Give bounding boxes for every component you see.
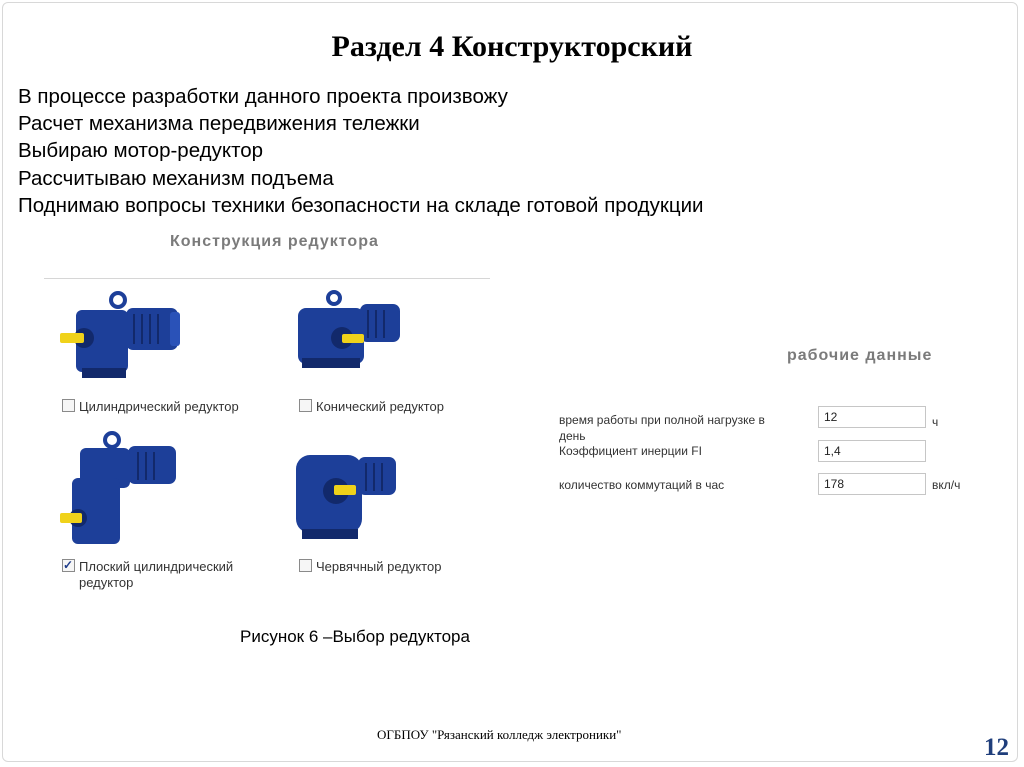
parallel-shaft-gearbox-icon	[58, 430, 183, 550]
unit-hours: ч	[932, 415, 939, 429]
field-label-switchings: количество коммутаций в час	[559, 478, 725, 492]
option-label-continued: редуктор	[79, 575, 134, 590]
footer-college: ОГБПОУ "Рязанский колледж электроники"	[377, 727, 622, 742]
gearbox-panel-title: Конструкция редуктора	[170, 233, 379, 250]
bullet-item: Выбираю мотор-редуктор	[18, 139, 264, 163]
checkbox-bevel[interactable]	[299, 399, 312, 412]
worm-gearbox-icon	[292, 445, 402, 550]
operating-data-title: рабочие данные	[787, 347, 933, 364]
cylindrical-gearbox-icon	[58, 290, 188, 385]
bullet-item: Рассчитываю механизм подъема	[18, 166, 334, 190]
option-label: Червячный редуктор	[316, 559, 442, 574]
bullet-item: Поднимаю вопросы техники безопасности на складе готовой продукции	[18, 193, 704, 217]
field-label-inertia: Коэффициент инерции FI	[559, 444, 702, 458]
field-label-work-time: время работы при полной нагрузке в день	[559, 413, 765, 443]
figure-caption: Рисунок 6 –Выбор редуктора	[240, 627, 470, 646]
inertia-input[interactable]	[818, 440, 926, 462]
bullet-list	[18, 83, 703, 219]
gearbox-option-bevel[interactable]	[299, 399, 444, 415]
checkbox-parallel[interactable]	[62, 559, 75, 572]
slide-title: Раздел 4 Конструкторский	[331, 30, 693, 63]
option-label: Цилиндрический редуктор	[79, 399, 239, 414]
panel-divider	[44, 278, 490, 279]
bullet-item: В процессе разработки данного проекта произвожу	[18, 85, 508, 108]
unit-switchings: вкл/ч	[932, 478, 961, 492]
gearbox-option-parallel[interactable]	[62, 559, 233, 591]
page-number: 12	[984, 734, 1009, 761]
bevel-gearbox-icon	[292, 290, 412, 375]
checkbox-cylindrical[interactable]	[62, 399, 75, 412]
gearbox-option-worm[interactable]	[299, 559, 441, 575]
option-label: Конический редуктор	[316, 399, 444, 414]
gearbox-option-cylindrical[interactable]	[62, 399, 239, 415]
switchings-input[interactable]	[818, 473, 926, 495]
work-time-input[interactable]	[818, 406, 926, 428]
bullet-item: Расчет механизма передвижения тележки	[18, 112, 420, 136]
option-label: Плоский цилиндрический	[79, 559, 234, 574]
checkbox-worm[interactable]	[299, 559, 312, 572]
